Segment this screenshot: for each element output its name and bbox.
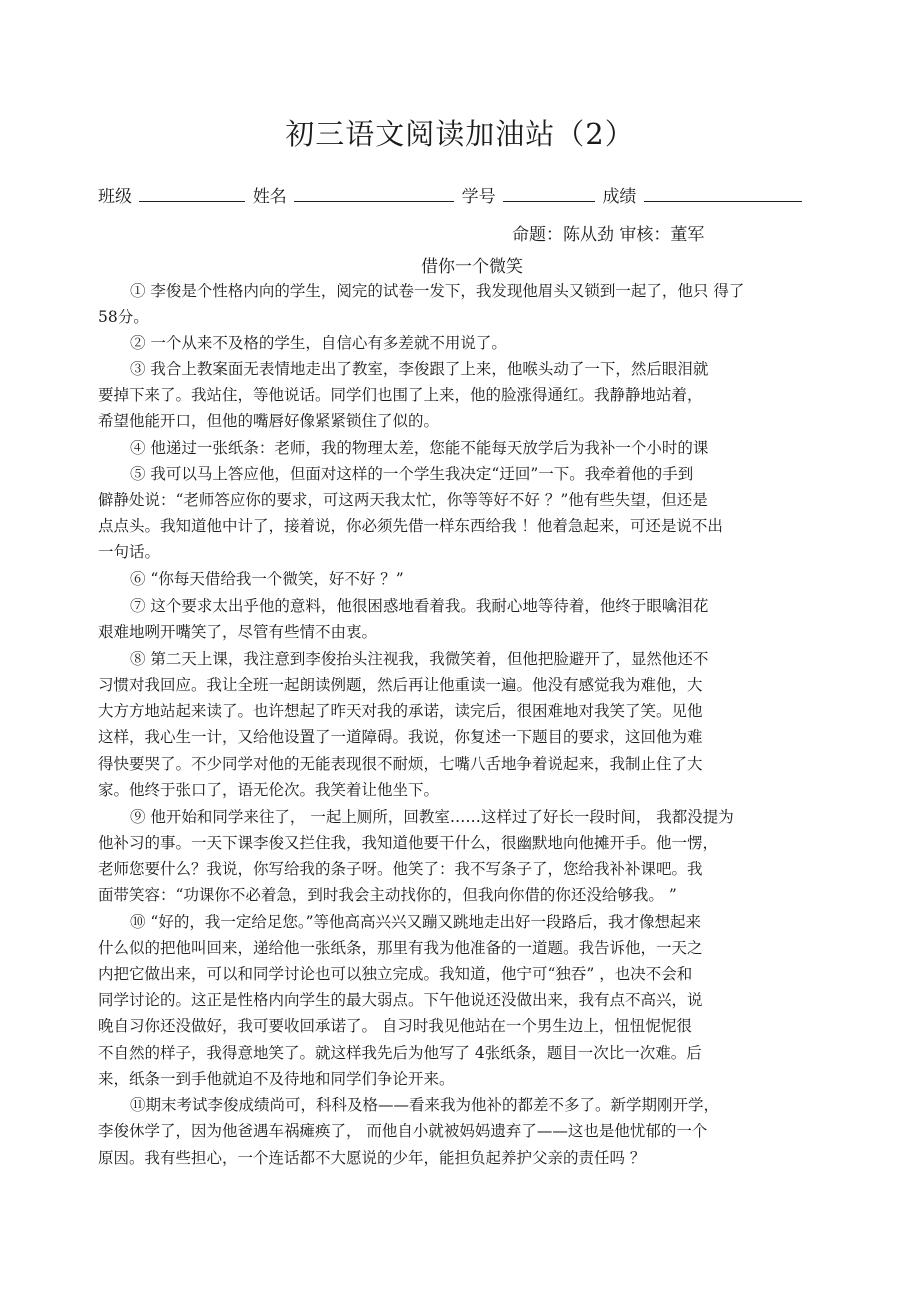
text-line: ⑦ 这个要求太出乎他的意料，他很困惑地看着我。我耐心地等待着，他终于眼噙泪花 [130, 597, 709, 615]
text-line: ⑤ 我可以马上答应他，但面对这样的一个学生我决定“迂回”一下。我牵着他的手到 [130, 465, 694, 483]
text-line: 艰难地咧开嘴笑了，尽管有些情不由衷。 [98, 623, 378, 641]
page-title: 初三语文阅读加油站（2） [285, 117, 635, 151]
text-line: 这样，我心生一计，又给他设置了一道障碍。我说，你复述一下题目的要求，这回他为难 [98, 728, 703, 746]
text-line: 希望他能开口，但他的嘴唇好像紧紧锁住了似的。 [98, 412, 440, 430]
text-line: 晚自习你还没做好，我可要收回承诺了。 自习时我见他站在一个男生边上，忸忸怩怩很 [98, 1017, 692, 1035]
text-line: 点点头。我知道他中计了，接着说，你必须先借一样东西给我 ！他着急起来，可还是说不出 [98, 517, 723, 535]
text-line: ③ 我合上教案面无表情地走出了教室，李俊跟了上来，他喉头动了一下，然后眼泪就 [130, 360, 709, 378]
name-label: 姓名 [252, 187, 287, 207]
class-blank[interactable] [139, 184, 245, 202]
text-line: 58分。 [98, 308, 149, 326]
text-line: ② 一个从来不及格的学生，自信心有多差就不用说了。 [130, 334, 507, 352]
text-line: ⑨ 他开始和同学来往了， 一起上厕所，回教室……这样过了好长一段时间， 我都没提为 [130, 808, 734, 826]
text-line: 一句话。 [98, 543, 161, 561]
student-id-blank[interactable] [503, 184, 595, 202]
text-line: 得快要哭了。不少同学对他的无能表现很不耐烦，七嘴八舌地争着说起来，我制止住了大 [98, 755, 703, 773]
author-byline: 命题：陈从劲 审核：董军 [512, 225, 705, 245]
text-line: 什么似的把他叫回来，递给他一张纸条，那里有我为他准备的一道题。我告诉他，一天之 [98, 939, 703, 957]
text-line: 僻静处说：“老师答应你的要求，可这两天我太忙，你等等好不好 ？”他有些失望，但还是 [98, 491, 708, 509]
text-line: 原因。我有些担心，一个连话都不大愿说的少年，能担负起养护父亲的责任吗 ？ [98, 1149, 646, 1167]
score-label: 成绩 [602, 187, 637, 207]
text-line: 要掉下来了。我站住，等他说话。同学们也围了上来，他的脸涨得通红。我静静地站着， [98, 386, 703, 404]
score-blank[interactable] [644, 184, 802, 202]
text-line: 不自然的样子，我得意地笑了。就这样我先后为他写了 4张纸条，题目一次比一次难。后 [98, 1044, 702, 1062]
text-line: 家。他终于张口了，语无伦次。我笑着让他坐下。 [98, 781, 440, 799]
text-line: 李俊休学了，因为他爸遇车祸瘫痪了， 而他自小就被妈妈遗弃了——这也是他忧郁的一个 [98, 1122, 708, 1140]
text-line: ⑩ “好的，我一定给足您。”等他高高兴兴又蹦又跳地走出好一段路后，我才像想起来 [130, 913, 702, 931]
passage-title: 借你一个微笑 [421, 257, 523, 277]
class-label: 班级 [98, 187, 132, 207]
text-line: ① 李俊是个性格内向的学生，阅完的试卷一发下，我发现他眉头又锁到一起了，他只 得了 [130, 282, 745, 300]
student-info-row [98, 182, 804, 207]
text-line: ④ 他递过一张纸条：老师，我的物理太差，您能不能每天放学后为我补一个小时的课 [130, 439, 709, 457]
text-line: 内把它做出来，可以和同学讨论也可以独立完成。我知道，他宁可“独吞” ，也决不会和 [98, 965, 693, 983]
name-blank[interactable] [294, 184, 454, 202]
text-line: 大方方地站起来读了。也许想起了昨天对我的承诺，读完后，很困难地对我笑了笑。见他 [98, 702, 703, 720]
text-line: 来，纸条一到手他就迫不及待地和同学们争论开来。 [98, 1070, 455, 1088]
text-line: 老师您要什么？我说，你写给我的条子呀。他笑了：我不写条子了，您给我补补课吧。我 [98, 860, 703, 878]
text-line: ⑪期末考试李俊成绩尚可，科科及格——看来我为他补的都差不多了。新学期刚开学， [130, 1096, 720, 1114]
student-id-label: 学号 [461, 187, 496, 207]
text-line: ⑥ “你每天借给我一个微笑，好不好 ？” [130, 570, 404, 588]
text-line: 习惯对我回应。我让全班一起朗读例题，然后再让他重读一遍。他没有感觉我为难他，大 [98, 676, 703, 694]
text-line: 面带笑容：“功课你不必着急，到时我会主动找你的，但我向你借的你还没给够我。 ” [98, 886, 677, 904]
text-line: 他补习的事。一天下课李俊又拦住我，我知道他要干什么，很幽默地向他摊开手。他一愣， [98, 834, 719, 852]
text-line: 同学讨论的。这正是性格内向学生的最大弱点。下午他说还没做出来，我有点不高兴，说 [98, 991, 703, 1009]
text-line: ⑧ 第二天上课，我注意到李俊抬头注视我，我微笑着，但他把脸避开了，显然他还不 [130, 650, 709, 668]
